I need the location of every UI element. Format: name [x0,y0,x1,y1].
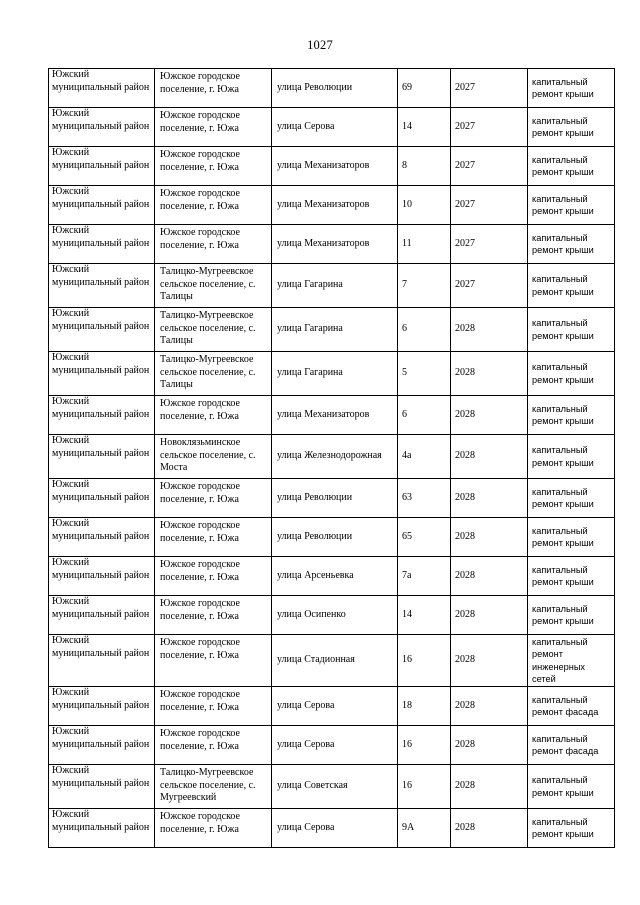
year-cell: 2028 [451,396,528,435]
year-cell: 2028 [451,557,528,596]
table-row [49,352,615,396]
settlement-cell: Южское городское поселение, г. Южа [155,186,272,225]
house-number-cell: 5 [398,352,451,396]
district-cell: Южский муниципальный район [49,479,155,518]
settlement-cell: Южское городское поселение, г. Южа [155,147,272,186]
street-cell: улица Механизаторов [272,396,398,435]
year-cell: 2027 [451,186,528,225]
district-cell: Южский муниципальный район [49,352,155,396]
work-type-cell: капитальный ремонт крыши [528,518,615,557]
table-row [49,69,615,108]
house-number-cell: 69 [398,69,451,108]
settlement-cell: Южское городское поселение, г. Южа [155,396,272,435]
house-number-cell: 14 [398,108,451,147]
year-cell: 2028 [451,726,528,765]
table-row [49,308,615,352]
street-cell: улица Механизаторов [272,147,398,186]
table-row [49,479,615,518]
settlement-cell: Южское городское поселение, г. Южа [155,225,272,264]
page-number: 1027 [307,38,333,52]
district-cell: Южский муниципальный район [49,518,155,557]
district-cell: Южский муниципальный район [49,596,155,635]
street-cell: улица Серова [272,687,398,726]
work-type-cell: капитальный ремонт крыши [528,308,615,352]
settlement-cell: Южское городское поселение, г. Южа [155,108,272,147]
settlement-cell: Южское городское поселение, г. Южа [155,596,272,635]
settlement-cell: Талицко-Мугреевское сельское поселение, с. Талицы [155,352,272,396]
work-type-cell: капитальный ремонт фасада [528,687,615,726]
street-cell: улица Механизаторов [272,225,398,264]
settlement-cell: Южское городское поселение, г. Южа [155,518,272,557]
table-row [49,225,615,264]
settlement-cell: Южское городское поселение, г. Южа [155,726,272,765]
house-number-cell: 14 [398,596,451,635]
street-cell: улица Арсеньевка [272,557,398,596]
house-number-cell: 10 [398,186,451,225]
house-number-cell: 11 [398,225,451,264]
work-type-cell: капитальный ремонт крыши [528,557,615,596]
work-type-cell: капитальный ремонт крыши [528,108,615,147]
street-cell: улица Революции [272,518,398,557]
settlement-cell: Талицко-Мугреевское сельское поселение, с. Мугреевский [155,765,272,809]
settlement-cell: Южское городское поселение, г. Южа [155,635,272,687]
district-cell: Южский муниципальный район [49,396,155,435]
year-cell: 2027 [451,225,528,264]
year-cell: 2027 [451,108,528,147]
settlement-cell: Южское городское поселение, г. Южа [155,557,272,596]
street-cell: улица Серова [272,108,398,147]
work-type-cell: капитальный ремонт крыши [528,809,615,848]
district-cell: Южский муниципальный район [49,186,155,225]
work-type-cell: капитальный ремонт крыши [528,596,615,635]
street-cell: улица Железнодорожная [272,435,398,479]
street-cell: улица Гагарина [272,264,398,308]
year-cell: 2028 [451,635,528,687]
district-cell: Южский муниципальный район [49,765,155,809]
work-type-cell: капитальный ремонт крыши [528,264,615,308]
house-number-cell: 18 [398,687,451,726]
table-row [49,809,615,848]
year-cell: 2028 [451,308,528,352]
work-type-cell: капитальный ремонт крыши [528,69,615,108]
street-cell: улица Стадионная [272,635,398,687]
street-cell: улица Механизаторов [272,186,398,225]
table-row [49,765,615,809]
house-number-cell: 63 [398,479,451,518]
work-type-cell: капитальный ремонт крыши [528,435,615,479]
table-row [49,264,615,308]
house-number-cell: 65 [398,518,451,557]
year-cell: 2028 [451,518,528,557]
table-row [49,726,615,765]
settlement-cell: Южское городское поселение, г. Южа [155,687,272,726]
table-row [49,518,615,557]
work-type-cell: капитальный ремонт фасада [528,726,615,765]
settlement-cell: Южское городское поселение, г. Южа [155,809,272,848]
table-row [49,396,615,435]
work-type-cell: капитальный ремонт крыши [528,352,615,396]
table-row [49,147,615,186]
district-cell: Южский муниципальный район [49,557,155,596]
table-row [49,108,615,147]
table-row [49,186,615,225]
settlement-cell: Южское городское поселение, г. Южа [155,479,272,518]
work-type-cell: капитальный ремонт крыши [528,147,615,186]
house-number-cell: 16 [398,765,451,809]
district-cell: Южский муниципальный район [49,225,155,264]
street-cell: улица Осипенко [272,596,398,635]
house-number-cell: 6 [398,308,451,352]
house-number-cell: 16 [398,726,451,765]
records-table [48,68,615,848]
work-type-cell: капитальный ремонт крыши [528,479,615,518]
work-type-cell: капитальный ремонт крыши [528,396,615,435]
district-cell: Южский муниципальный район [49,687,155,726]
street-cell: улица Советская [272,765,398,809]
street-cell: улица Гагарина [272,308,398,352]
house-number-cell: 6 [398,396,451,435]
settlement-cell: Талицко-Мугреевское сельское поселение, с. Талицы [155,308,272,352]
house-number-cell: 4а [398,435,451,479]
settlement-cell: Талицко-Мугреевское сельское поселение, с. Талицы [155,264,272,308]
street-cell: улица Гагарина [272,352,398,396]
district-cell: Южский муниципальный район [49,264,155,308]
district-cell: Южский муниципальный район [49,809,155,848]
year-cell: 2028 [451,809,528,848]
year-cell: 2028 [451,765,528,809]
year-cell: 2028 [451,596,528,635]
work-type-cell: капитальный ремонт крыши [528,765,615,809]
house-number-cell: 7а [398,557,451,596]
year-cell: 2028 [451,352,528,396]
table-row [49,557,615,596]
year-cell: 2027 [451,69,528,108]
house-number-cell: 7 [398,264,451,308]
street-cell: улица Серова [272,809,398,848]
house-number-cell: 16 [398,635,451,687]
table-row [49,596,615,635]
street-cell: улица Революции [272,69,398,108]
settlement-cell: Южское городское поселение, г. Южа [155,69,272,108]
settlement-cell: Новоклязьминское сельское поселение, с. Моста [155,435,272,479]
work-type-cell: капитальный ремонт инженерных сетей [528,635,615,687]
year-cell: 2028 [451,435,528,479]
district-cell: Южский муниципальный район [49,308,155,352]
district-cell: Южский муниципальный район [49,108,155,147]
district-cell: Южский муниципальный район [49,635,155,687]
house-number-cell: 8 [398,147,451,186]
year-cell: 2028 [451,687,528,726]
district-cell: Южский муниципальный район [49,435,155,479]
street-cell: улица Революции [272,479,398,518]
table-row [49,435,615,479]
district-cell: Южский муниципальный район [49,726,155,765]
year-cell: 2027 [451,264,528,308]
district-cell: Южский муниципальный район [49,147,155,186]
table-row [49,687,615,726]
work-type-cell: капитальный ремонт крыши [528,186,615,225]
table-row [49,635,615,687]
work-type-cell: капитальный ремонт крыши [528,225,615,264]
house-number-cell: 9А [398,809,451,848]
year-cell: 2028 [451,479,528,518]
district-cell: Южский муниципальный район [49,69,155,108]
street-cell: улица Серова [272,726,398,765]
year-cell: 2027 [451,147,528,186]
